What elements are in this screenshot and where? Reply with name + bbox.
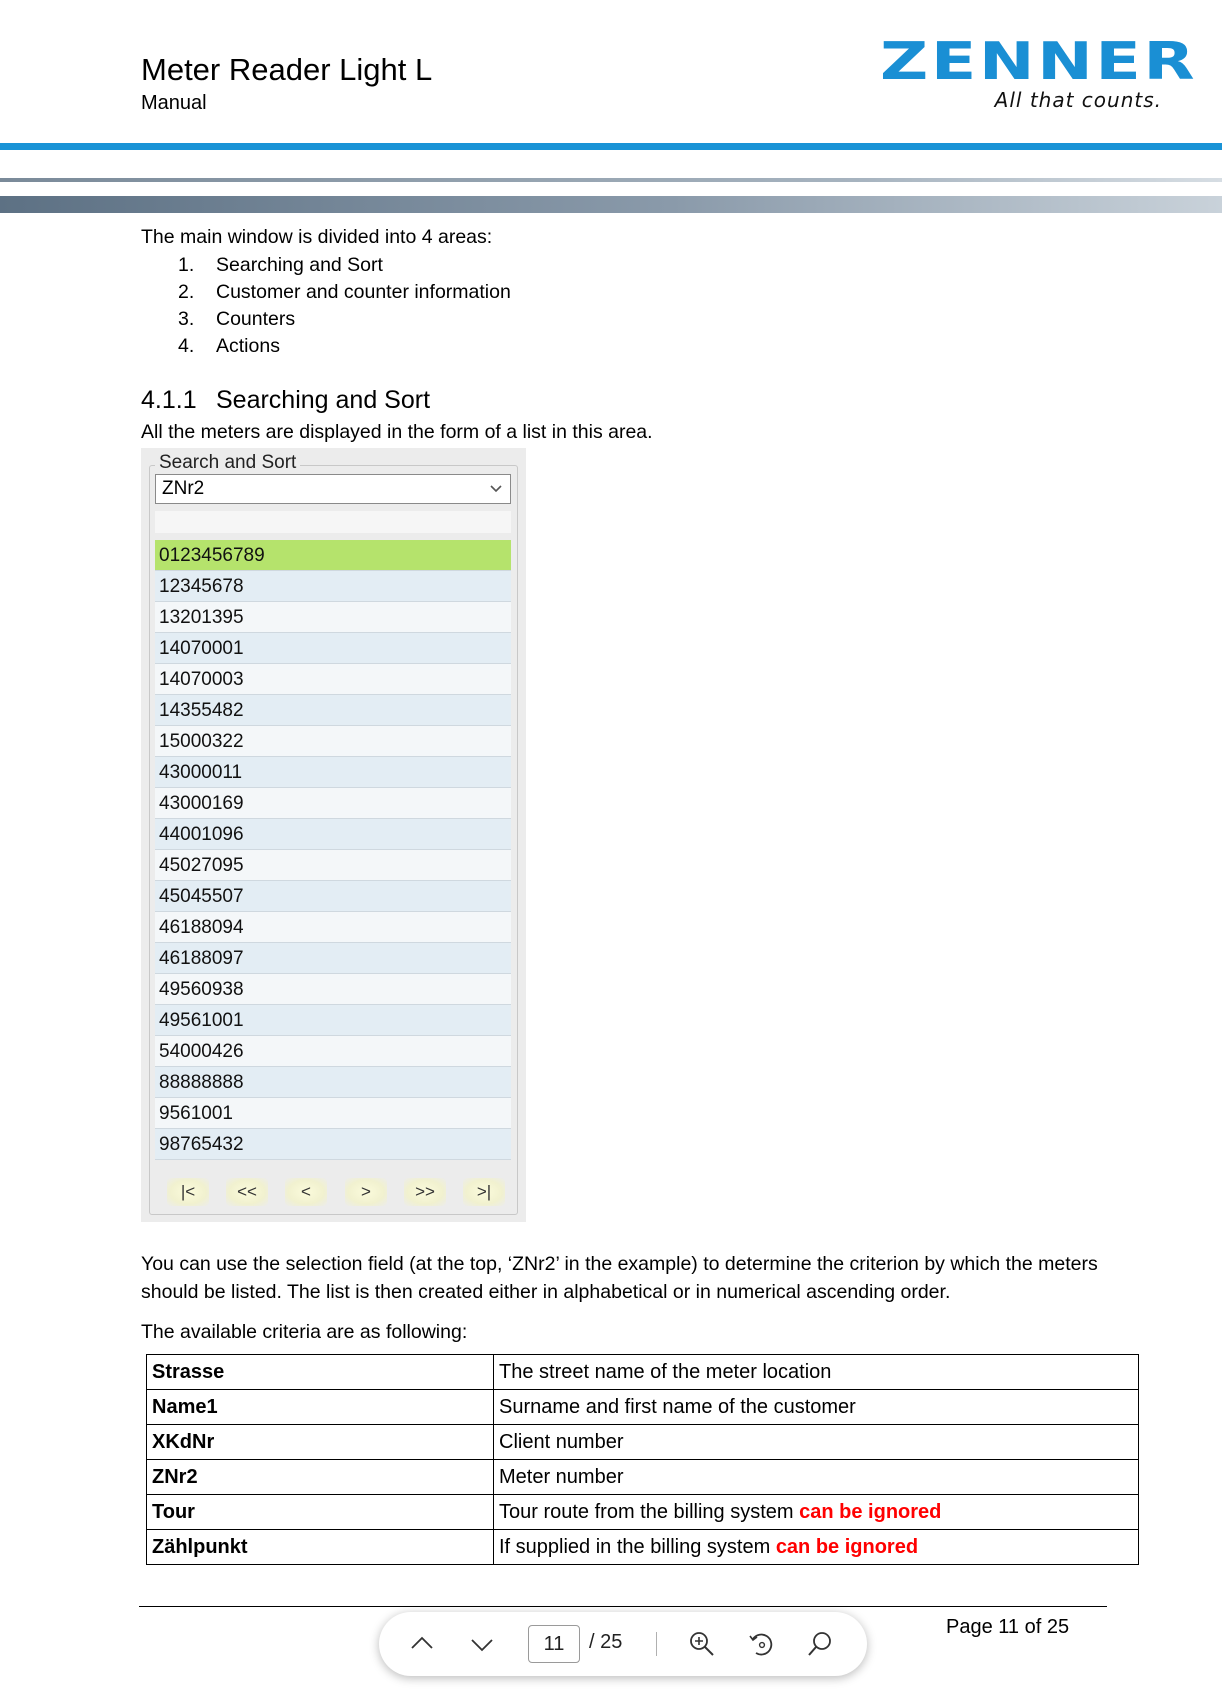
criterion-note: can be ignored [775, 1535, 919, 1558]
list-row[interactable]: 15000322 [155, 726, 511, 757]
criteria-intro: The available criteria are as following: [141, 1321, 468, 1343]
list-item [178, 254, 511, 281]
criterion-key: Name1 [147, 1390, 494, 1425]
list-row[interactable]: 98765432 [155, 1129, 511, 1160]
list-number: 3. [178, 308, 195, 330]
criterion-description [494, 1390, 1139, 1425]
criterion-description [494, 1355, 1139, 1390]
list-label: Actions [216, 335, 280, 357]
table-row [147, 1530, 1139, 1565]
criterion-key: Zählpunkt [147, 1530, 494, 1565]
toolbar-separator [656, 1632, 657, 1656]
table-row [147, 1460, 1139, 1495]
list-row[interactable]: 43000169 [155, 788, 511, 819]
page-number: Page 11 of 25 [946, 1616, 1070, 1638]
header-band-grey-thick [0, 196, 1222, 213]
criterion-key: ZNr2 [147, 1460, 494, 1495]
criterion-key: Tour [147, 1495, 494, 1530]
group-box-label: Search and Sort [155, 452, 300, 474]
chevron-up-icon[interactable] [408, 1630, 436, 1658]
list-row[interactable]: 9561001 [155, 1098, 511, 1129]
section-number: 4.1.1 [141, 386, 197, 414]
criterion-desc-text: Surname and first name of the customer [499, 1395, 856, 1418]
explanation-paragraph: You can use the selection field (at the top, ‘ZNr2’ in the example) to determine the criterion by which the meters should be listed. The list is then created either in alphabetical or in numerical ascending order. [141, 1253, 1098, 1303]
list-number: 1. [178, 254, 195, 276]
list-label: Counters [216, 308, 296, 330]
next-page-button[interactable]: > [345, 1178, 387, 1206]
areas-list [178, 254, 511, 362]
criterion-description [494, 1530, 1139, 1565]
list-row[interactable]: 46188097 [155, 943, 511, 974]
zoom-in-icon[interactable] [688, 1630, 716, 1658]
list-row[interactable]: 13201395 [155, 602, 511, 633]
table-row [147, 1495, 1139, 1530]
section-heading [141, 386, 430, 415]
filter-input[interactable] [155, 511, 511, 533]
intro-text: The main window is divided into 4 areas: [141, 226, 493, 248]
page-number-input[interactable]: 11 [528, 1625, 580, 1663]
logo-tagline: All that counts. [994, 88, 1162, 112]
criterion-select[interactable] [155, 474, 511, 504]
section-lead: All the meters are displayed in the form of a list in this area. [141, 421, 653, 443]
list-item [178, 308, 511, 335]
list-row[interactable]: 45045507 [155, 881, 511, 912]
search-sort-panel [141, 448, 526, 1222]
criterion-description [494, 1495, 1139, 1530]
list-label: Searching and Sort [216, 254, 383, 276]
meter-list [155, 540, 511, 1160]
criterion-note: can be ignored [799, 1500, 942, 1523]
list-row[interactable]: 54000426 [155, 1036, 511, 1067]
list-row[interactable]: 45027095 [155, 850, 511, 881]
criterion-desc-text: Meter number [499, 1465, 624, 1488]
header-band-grey-thin [0, 178, 1222, 182]
list-label: Customer and counter information [216, 281, 511, 303]
list-row[interactable]: 49560938 [155, 974, 511, 1005]
chevron-down-icon [488, 480, 504, 496]
list-row[interactable]: 46188094 [155, 912, 511, 943]
criterion-desc-text: Tour route from the billing system [499, 1500, 800, 1523]
list-number: 2. [178, 281, 195, 303]
footer-rule [139, 1606, 1107, 1607]
criterion-desc-text: If supplied in the billing system [499, 1535, 776, 1558]
criterion-description [494, 1425, 1139, 1460]
logo-wordmark: ZENNER [880, 32, 1198, 92]
page-total: / 25 [589, 1631, 623, 1653]
document-title: Meter Reader Light L [141, 52, 433, 87]
table-row [147, 1425, 1139, 1460]
list-row[interactable]: 88888888 [155, 1067, 511, 1098]
list-row[interactable]: 12345678 [155, 571, 511, 602]
criterion-select-value: ZNr2 [162, 478, 205, 499]
header-band-blue [0, 143, 1222, 150]
pager [155, 1175, 511, 1207]
table-row [147, 1390, 1139, 1425]
list-row[interactable]: 14070003 [155, 664, 511, 695]
prev-page-button[interactable]: < [285, 1178, 327, 1206]
list-item [178, 281, 511, 308]
section-title: Searching and Sort [216, 386, 431, 414]
search-icon[interactable] [806, 1630, 834, 1658]
list-row[interactable]: 43000011 [155, 757, 511, 788]
criterion-description [494, 1460, 1139, 1495]
zenner-logo [880, 32, 1198, 112]
last-page-button[interactable]: >| [463, 1178, 505, 1206]
criteria-table [146, 1354, 1139, 1565]
list-row[interactable]: 14355482 [155, 695, 511, 726]
criterion-key: Strasse [147, 1355, 494, 1390]
table-row [147, 1355, 1139, 1390]
chevron-down-icon[interactable] [468, 1630, 496, 1658]
next-page-group-button[interactable]: >> [404, 1178, 446, 1206]
rotate-icon[interactable] [747, 1630, 775, 1658]
first-page-button[interactable]: |< [167, 1178, 209, 1206]
document-subtitle: Manual [141, 92, 207, 114]
prev-page-group-button[interactable]: << [226, 1178, 268, 1206]
list-row[interactable]: 14070001 [155, 633, 511, 664]
criterion-desc-text: The street name of the meter location [499, 1360, 832, 1383]
criterion-key: XKdNr [147, 1425, 494, 1460]
list-row-selected[interactable]: 0123456789 [155, 540, 511, 571]
list-number: 4. [178, 335, 195, 357]
list-row[interactable]: 49561001 [155, 1005, 511, 1036]
list-item [178, 335, 511, 362]
viewer-toolbar [379, 1612, 867, 1676]
list-row[interactable]: 44001096 [155, 819, 511, 850]
criterion-desc-text: Client number [499, 1430, 624, 1453]
